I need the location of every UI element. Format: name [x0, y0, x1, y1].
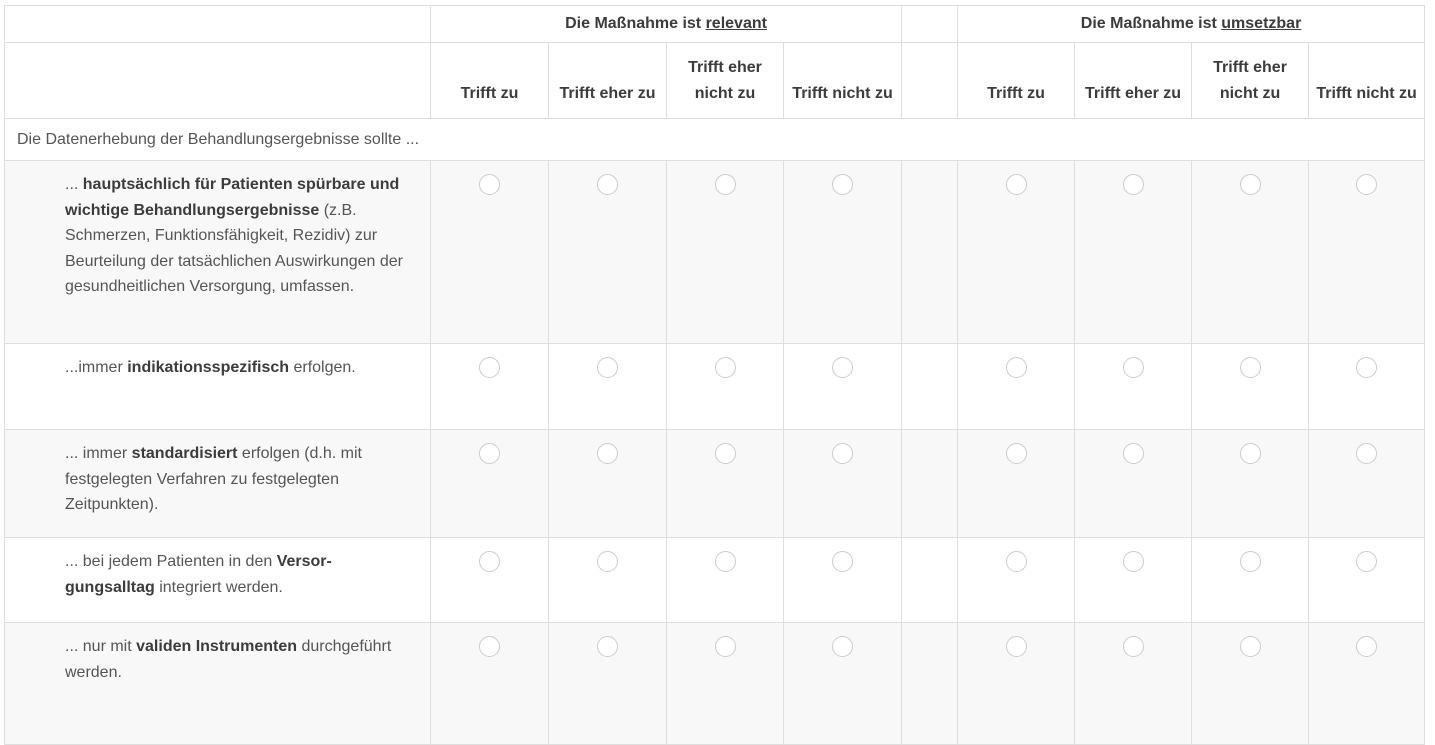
radio-q4-umsetzbar-trifft-nicht-zu[interactable] [1356, 551, 1377, 572]
radio-q2-relevant-trifft-eher-nicht-zu[interactable] [715, 357, 736, 378]
radio-q1-relevant-trifft-eher-nicht-zu[interactable] [715, 174, 736, 195]
radio-q4-umsetzbar-trifft-zu[interactable] [1006, 551, 1027, 572]
question-intro: Die Datenerhebung der Behandlungsergebnisse sollte ... [5, 119, 1425, 161]
radio-q2-umsetzbar-trifft-eher-nicht-zu[interactable] [1240, 357, 1261, 378]
radio-q4-relevant-trifft-eher-zu[interactable] [597, 551, 618, 572]
group-header-relevant [431, 6, 902, 43]
spacer-column-cell [902, 344, 958, 430]
radio-q1-relevant-trifft-zu[interactable] [479, 174, 500, 195]
radio-q5-relevant-trifft-zu[interactable] [479, 636, 500, 657]
radio-q3-relevant-trifft-nicht-zu[interactable] [832, 443, 853, 464]
empty-header-cell [5, 43, 431, 119]
radio-q3-relevant-trifft-eher-zu[interactable] [597, 443, 618, 464]
radio-q3-umsetzbar-trifft-zu[interactable] [1006, 443, 1027, 464]
question-row-1 [5, 161, 1425, 344]
radio-q3-umsetzbar-trifft-eher-zu[interactable] [1123, 443, 1144, 464]
radio-q2-relevant-trifft-nicht-zu[interactable] [832, 357, 853, 378]
radio-q5-umsetzbar-trifft-zu[interactable] [1006, 636, 1027, 657]
question-text-4: ... bei jedem Patienten in den Versorgungsalltag integriert werden. [5, 538, 431, 623]
option-header-relevant-trifft-zu: Trifft zu [431, 43, 549, 119]
radio-q4-relevant-trifft-eher-nicht-zu[interactable] [715, 551, 736, 572]
corner-empty-cell [5, 6, 431, 43]
radio-q2-relevant-trifft-eher-zu[interactable] [597, 357, 618, 378]
question-text-5: ... nur mit validen Instrumenten durchgeführt werden. [5, 623, 431, 745]
question-row-4 [5, 538, 1425, 623]
radio-q5-relevant-trifft-nicht-zu[interactable] [832, 636, 853, 657]
radio-q2-relevant-trifft-zu[interactable] [479, 357, 500, 378]
group-emphasis-umsetzbar: umsetzbar [1221, 15, 1302, 32]
group-emphasis-relevant: relevant [705, 15, 767, 32]
group-header-prefix: Die Maßnahme ist [565, 15, 706, 32]
question-intro-row [5, 119, 1425, 161]
question-row-2 [5, 344, 1425, 430]
radio-q3-umsetzbar-trifft-eher-nicht-zu[interactable] [1240, 443, 1261, 464]
option-header-relevant-trifft-eher-nicht-zu: Trifft eher nicht zu [667, 43, 784, 119]
group-header-row [5, 6, 1425, 43]
radio-q4-relevant-trifft-zu[interactable] [479, 551, 500, 572]
spacer-column-cell [902, 161, 958, 344]
radio-q3-relevant-trifft-eher-nicht-zu[interactable] [715, 443, 736, 464]
option-header-relevant-trifft-eher-zu: Trifft eher zu [549, 43, 667, 119]
option-header-umsetzbar-trifft-zu: Trifft zu [958, 43, 1075, 119]
question-text-1: ... hauptsächlich für Patienten spürbare und wichtige Behandlungsergebnisse (z.B. Schmerzen, Funktionsfähigkeit, Rezidiv) zur Beurteilung der tatsächlichen Auswirkungen der gesundheitlichen Versorgung, umfassen. [5, 161, 431, 344]
spacer-column-cell [902, 538, 958, 623]
radio-q5-umsetzbar-trifft-eher-nicht-zu[interactable] [1240, 636, 1261, 657]
radio-q4-umsetzbar-trifft-eher-zu[interactable] [1123, 551, 1144, 572]
option-header-umsetzbar-trifft-nicht-zu: Trifft nicht zu [1309, 43, 1425, 119]
radio-q2-umsetzbar-trifft-eher-zu[interactable] [1123, 357, 1144, 378]
option-header-relevant-trifft-nicht-zu: Trifft nicht zu [784, 43, 902, 119]
option-header-umsetzbar-trifft-eher-zu: Trifft eher zu [1075, 43, 1192, 119]
radio-q1-relevant-trifft-eher-zu[interactable] [597, 174, 618, 195]
spacer-column-cell [902, 6, 958, 43]
radio-q1-relevant-trifft-nicht-zu[interactable] [832, 174, 853, 195]
radio-q3-relevant-trifft-zu[interactable] [479, 443, 500, 464]
radio-q5-relevant-trifft-eher-nicht-zu[interactable] [715, 636, 736, 657]
radio-q4-relevant-trifft-nicht-zu[interactable] [832, 551, 853, 572]
radio-q3-umsetzbar-trifft-nicht-zu[interactable] [1356, 443, 1377, 464]
radio-q2-umsetzbar-trifft-zu[interactable] [1006, 357, 1027, 378]
radio-q5-umsetzbar-trifft-nicht-zu[interactable] [1356, 636, 1377, 657]
question-row-3 [5, 430, 1425, 538]
answer-options-row [5, 43, 1425, 119]
survey-matrix-table [4, 5, 1425, 745]
spacer-column-cell [902, 623, 958, 745]
radio-q4-umsetzbar-trifft-eher-nicht-zu[interactable] [1240, 551, 1261, 572]
question-text-3: ... immer standardisiert erfolgen (d.h. mit festgelegten Verfahren zu festgelegten Zeitpunkten). [5, 430, 431, 538]
spacer-column-cell [902, 430, 958, 538]
option-header-umsetzbar-trifft-eher-nicht-zu: Trifft eher nicht zu [1192, 43, 1309, 119]
radio-q1-umsetzbar-trifft-eher-nicht-zu[interactable] [1240, 174, 1261, 195]
survey-page [0, 5, 1435, 707]
spacer-column-cell [902, 43, 958, 119]
radio-q5-relevant-trifft-eher-zu[interactable] [597, 636, 618, 657]
radio-q1-umsetzbar-trifft-nicht-zu[interactable] [1356, 174, 1377, 195]
question-row-5 [5, 623, 1425, 745]
group-header-prefix: Die Maßnahme ist [1080, 15, 1222, 32]
radio-q1-umsetzbar-trifft-zu[interactable] [1006, 174, 1027, 195]
radio-q1-umsetzbar-trifft-eher-zu[interactable] [1123, 174, 1144, 195]
group-header-umsetzbar [958, 6, 1425, 43]
question-text-2: ...immer indikationsspezifisch erfolgen. [5, 344, 431, 430]
radio-q5-umsetzbar-trifft-eher-zu[interactable] [1123, 636, 1144, 657]
radio-q2-umsetzbar-trifft-nicht-zu[interactable] [1356, 357, 1377, 378]
